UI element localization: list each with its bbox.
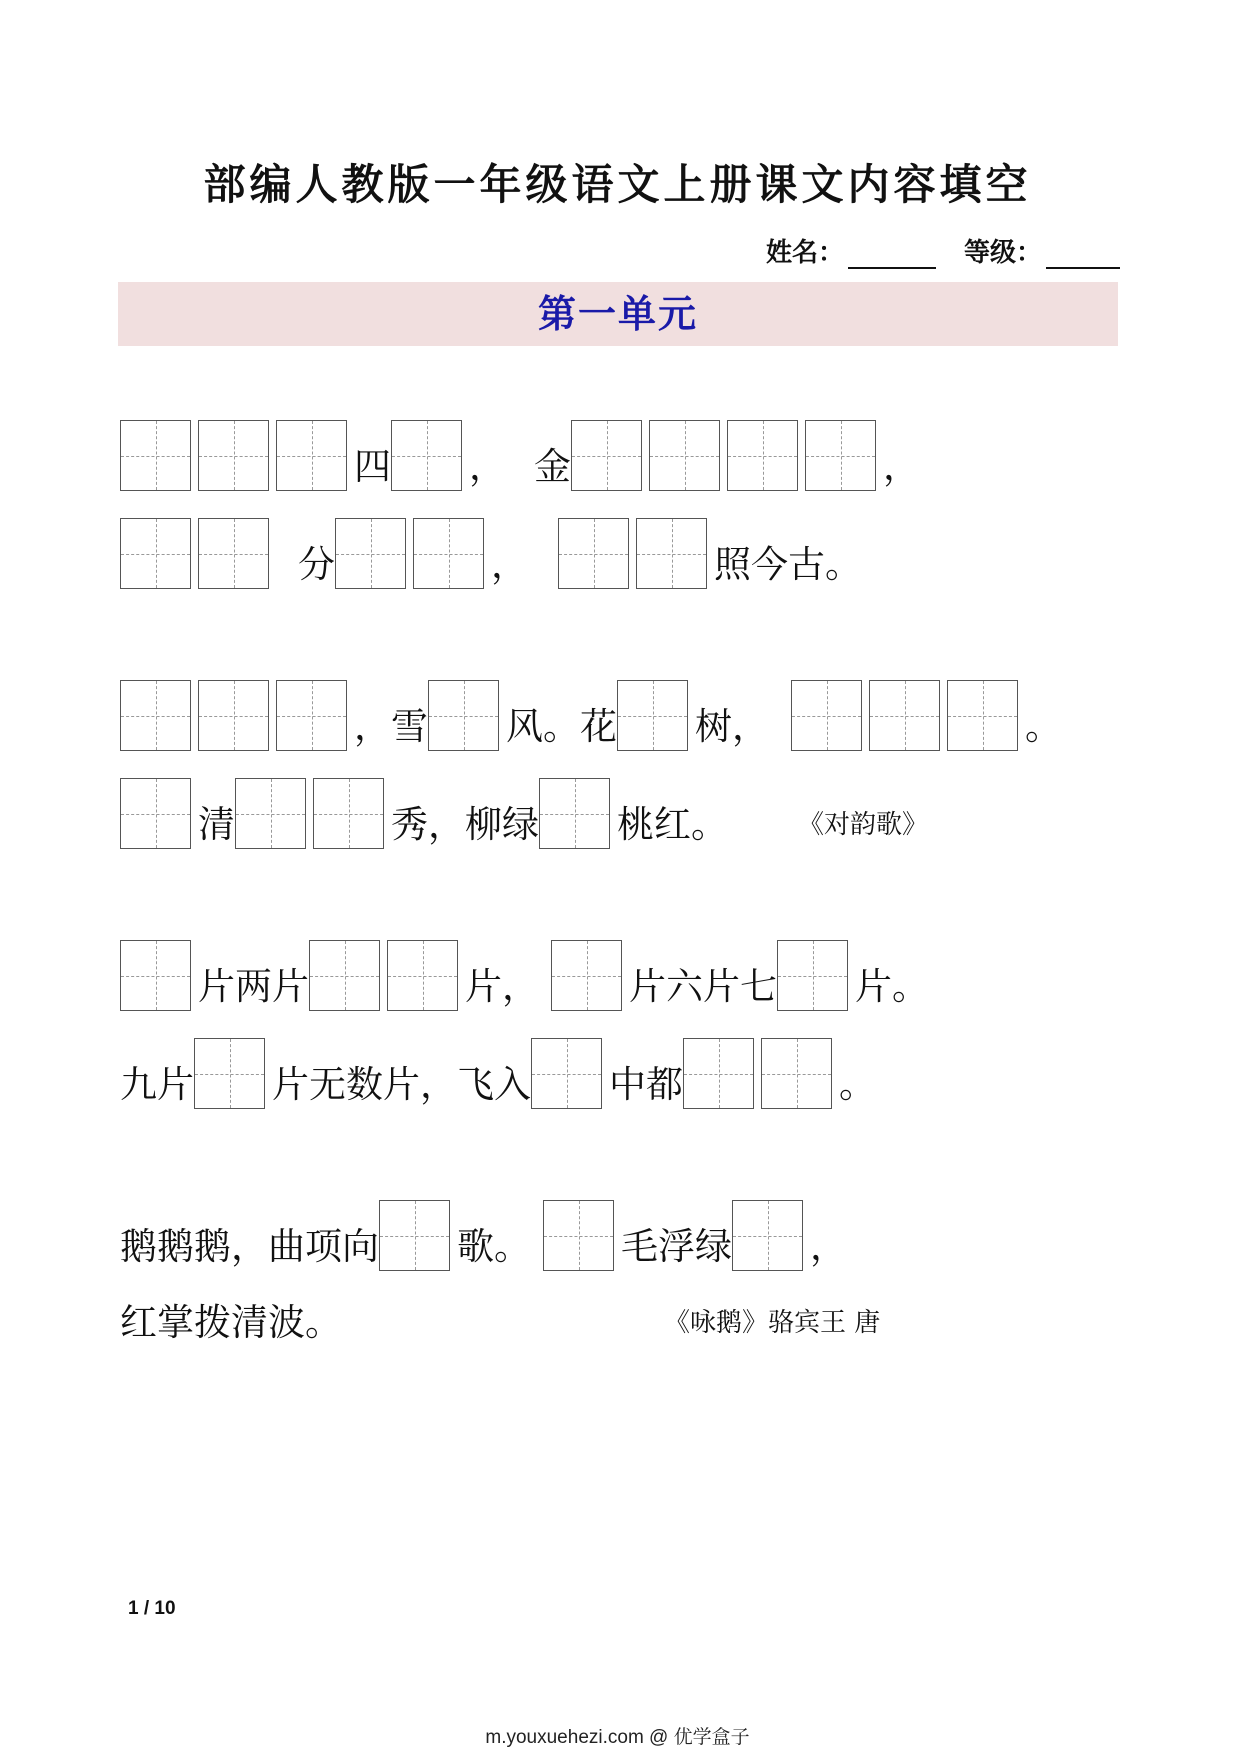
write-cell[interactable] [531, 1038, 602, 1109]
text: 秀，柳绿 [391, 803, 539, 846]
write-cell[interactable] [727, 420, 798, 491]
text: 四 [354, 445, 391, 488]
text: 中都 [609, 1063, 683, 1106]
text: ， [810, 1225, 847, 1268]
passage4-line1 [120, 1197, 847, 1271]
write-cell[interactable] [313, 778, 384, 849]
write-cell[interactable] [198, 680, 269, 751]
passage3-line1 [120, 937, 929, 1011]
write-cell[interactable] [617, 680, 688, 751]
passage1-line1 [120, 417, 920, 491]
text: 片六片七 [629, 965, 777, 1008]
write-cell[interactable] [120, 778, 191, 849]
text: 。 [839, 1063, 876, 1106]
text: 片无数片，飞入 [272, 1063, 531, 1106]
name-label: 姓名： [765, 238, 844, 268]
passage3-line2 [120, 1035, 876, 1109]
grade-label: 等级： [963, 238, 1042, 268]
text: 片两片 [198, 965, 309, 1008]
grade-blank[interactable] [1046, 241, 1120, 269]
passage1-line2 [120, 515, 862, 589]
page-number: 1 / 10 [128, 1598, 176, 1619]
name-blank[interactable] [848, 241, 936, 269]
write-cell[interactable] [869, 680, 940, 751]
text: 红掌拨清波。 [120, 1301, 342, 1344]
write-cell[interactable] [761, 1038, 832, 1109]
write-cell[interactable] [235, 778, 306, 849]
name-grade-bar [766, 232, 1120, 269]
text: ， [883, 445, 920, 488]
text: 树， [695, 705, 769, 748]
write-cell[interactable] [276, 420, 347, 491]
text: 毛浮绿 [621, 1225, 732, 1268]
page-title: 部编人教版一年级语文上册课文内容填空 [203, 160, 1032, 209]
footer-watermark: m.youxuehezi.com @ 优学盒子 [485, 1727, 750, 1748]
write-cell[interactable] [198, 518, 269, 589]
text: 金 [534, 445, 571, 488]
write-cell[interactable] [379, 1200, 450, 1271]
write-cell[interactable] [805, 420, 876, 491]
write-cell[interactable] [649, 420, 720, 491]
text: 桃红。 [617, 803, 728, 846]
source-citation: 《咏鹅》骆宾王 唐 [664, 1308, 881, 1338]
write-cell[interactable] [777, 940, 848, 1011]
text: 照今古。 [714, 543, 862, 586]
text: ， [491, 543, 528, 586]
write-cell[interactable] [571, 420, 642, 491]
text: ， [469, 445, 506, 488]
write-cell[interactable] [539, 778, 610, 849]
write-cell[interactable] [309, 940, 380, 1011]
write-cell[interactable] [947, 680, 1018, 751]
write-cell[interactable] [391, 420, 462, 491]
write-cell[interactable] [558, 518, 629, 589]
text: 分 [298, 543, 335, 586]
write-cell[interactable] [120, 940, 191, 1011]
write-cell[interactable] [120, 518, 191, 589]
source-citation: 《对韵歌》 [798, 810, 929, 840]
unit-header: 第一单元 [118, 282, 1118, 346]
text: 清 [198, 803, 235, 846]
write-cell[interactable] [551, 940, 622, 1011]
text: 风。花 [506, 705, 617, 748]
write-cell[interactable] [194, 1038, 265, 1109]
write-cell[interactable] [543, 1200, 614, 1271]
text: 鹅鹅鹅，曲项向 [120, 1225, 379, 1268]
write-cell[interactable] [413, 518, 484, 589]
write-cell[interactable] [120, 420, 191, 491]
passage2-line2 [120, 775, 928, 849]
write-cell[interactable] [387, 940, 458, 1011]
text: ，雪 [354, 705, 428, 748]
passage2-line1 [120, 677, 1062, 751]
write-cell[interactable] [428, 680, 499, 751]
text: 。 [1025, 705, 1062, 748]
text: 九片 [120, 1063, 194, 1106]
text: 歌。 [457, 1225, 531, 1268]
write-cell[interactable] [636, 518, 707, 589]
text: 片， [465, 965, 539, 1008]
write-cell[interactable] [276, 680, 347, 751]
write-cell[interactable] [732, 1200, 803, 1271]
write-cell[interactable] [120, 680, 191, 751]
write-cell[interactable] [198, 420, 269, 491]
text: 片。 [855, 965, 929, 1008]
passage4-line2 [120, 1273, 880, 1347]
write-cell[interactable] [791, 680, 862, 751]
write-cell[interactable] [335, 518, 406, 589]
write-cell[interactable] [683, 1038, 754, 1109]
